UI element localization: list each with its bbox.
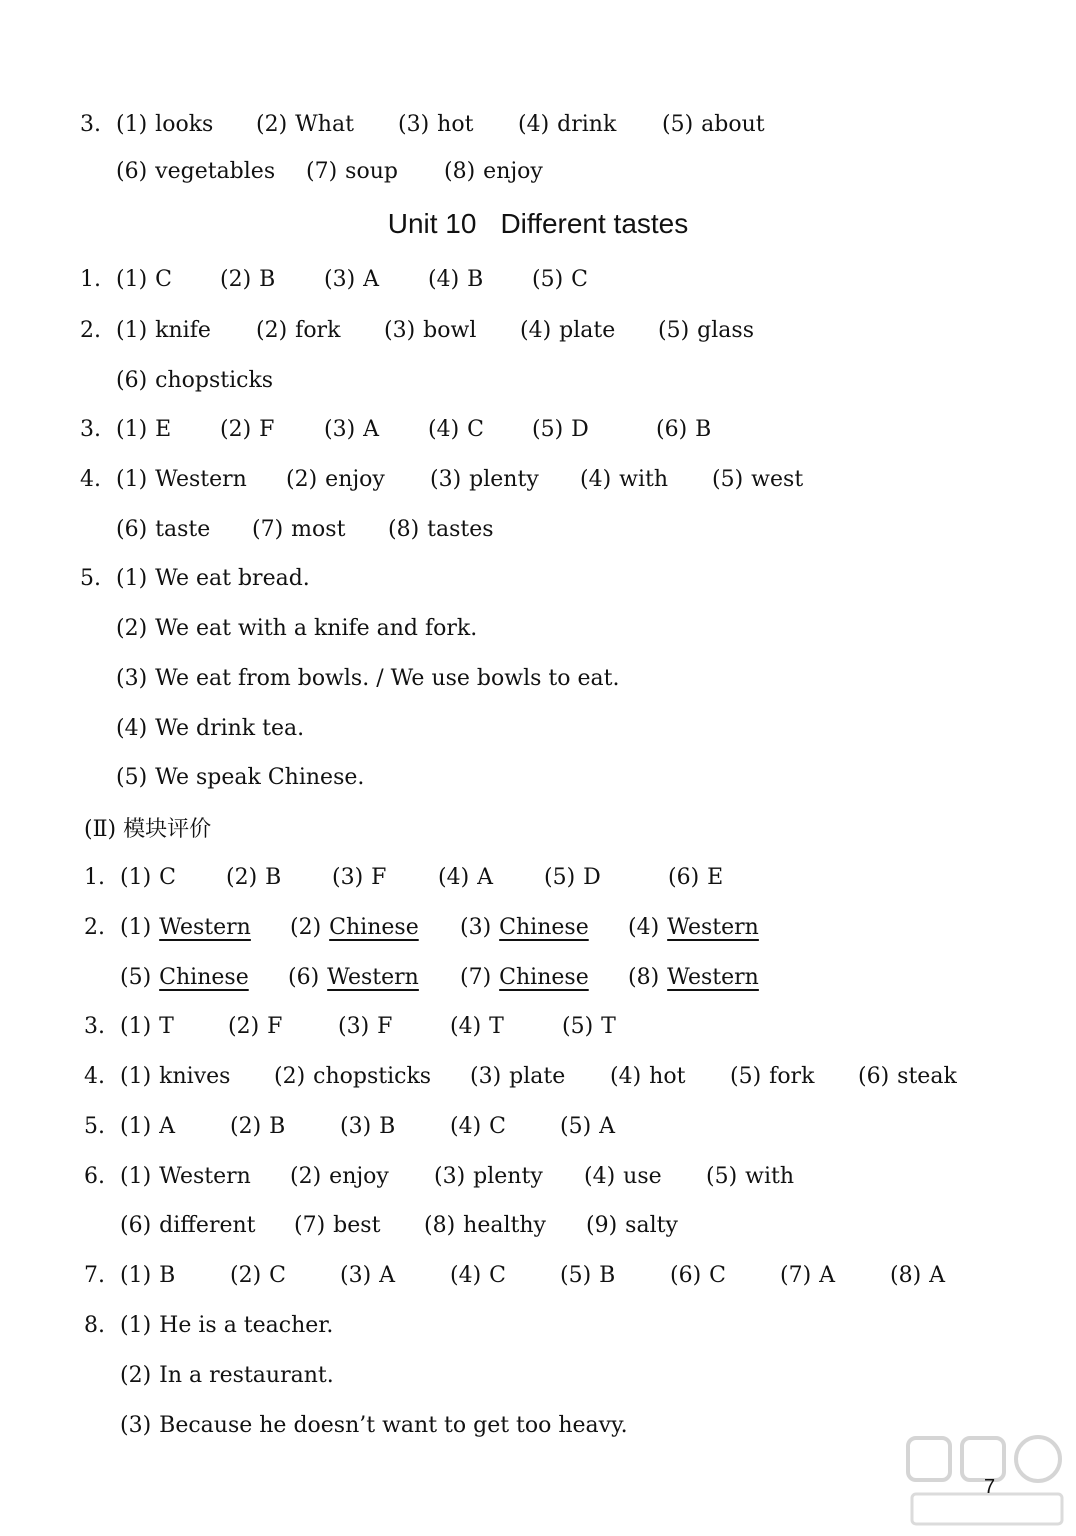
answer-text: A [379,1263,396,1288]
answer-text: B [379,1114,396,1139]
answer-text: plate [559,318,616,343]
answer-text: A [477,865,494,890]
p1-q5-line5 [116,763,364,793]
answer-text: glass [697,318,754,343]
item-label: (4) [520,318,552,343]
answer-text: different [159,1213,256,1238]
answer-text: knife [155,318,211,343]
p1-q5-line3 [116,664,619,694]
item-label: (1) [116,112,148,137]
answer-text: Western [667,965,759,990]
answer-text: Chinese [329,915,419,940]
item-label: (6) [116,159,148,184]
p2-q8-line3 [120,1411,628,1441]
item-label: (2) [274,1064,306,1089]
answer-text: C [489,1114,507,1139]
item-label: (1) [120,1014,152,1039]
item-label: (6) [116,368,148,393]
item-label: (2) [256,318,288,343]
item-label: (1) [120,1263,152,1288]
item-label: (2) [120,1363,152,1388]
answer-text: A [929,1263,946,1288]
p2-q6-row2 [120,1211,678,1241]
answer-text: fork [769,1064,815,1089]
answer-text: E [155,417,172,442]
question-number: 4. [84,1064,105,1089]
item-label: (5) [560,1114,592,1139]
p1-q4-row1 [80,465,803,495]
item-label: (1) [120,915,152,940]
item-label: (2) [228,1014,260,1039]
page-number: 7 [984,1476,996,1498]
answer-text: B [269,1114,286,1139]
item-label: (2) [220,267,252,292]
answer-text: B [599,1263,616,1288]
item-label: (3) [398,112,430,137]
item-label: (2) [256,112,288,137]
question-number: 3. [80,112,101,137]
item-label: (5) [562,1014,594,1039]
item-label: (3) [324,267,356,292]
item-label: (7) [780,1263,812,1288]
p2-q5-row1 [84,1112,615,1142]
answer-text: B [265,865,282,890]
answer-text: E [707,865,724,890]
question-number: 2. [80,318,101,343]
item-label: (5) [120,965,152,990]
unit-label: Unit 10 [387,208,477,239]
question-number: 4. [80,467,101,492]
item-label: (1) [116,417,148,442]
answer-text: Chinese [499,965,589,990]
answer-text: B [467,267,484,292]
answer-text: C [467,417,485,442]
item-label: (5) [560,1263,592,1288]
answer-text: T [601,1014,616,1039]
answer-text: C [489,1263,507,1288]
answer-text: tastes [427,517,494,542]
answer-text: knives [159,1064,231,1089]
answer-text: west [751,467,804,492]
answer-text: Western [159,915,251,940]
item-label: (3) [338,1014,370,1039]
item-label: (6) [670,1263,702,1288]
answer-text: B [259,267,276,292]
item-label: (5) [116,765,148,790]
question-number: 7. [84,1263,105,1288]
item-label: (3) [332,865,364,890]
answer-text: fork [295,318,341,343]
answer-text: T [159,1014,174,1039]
item-label: (4) [580,467,612,492]
answer-text: He is a teacher. [159,1313,334,1338]
item-label: (2) [290,915,322,940]
question-number: 5. [84,1114,105,1139]
item-label: (3) [340,1114,372,1139]
answer-text: D [583,865,601,890]
item-label: (6) [668,865,700,890]
answer-text: F [371,865,387,890]
answer-text: hot [649,1064,686,1089]
p2-q4-row1 [84,1062,957,1092]
item-label: (1) [120,865,152,890]
answer-text: A [159,1114,176,1139]
item-label: (6) [656,417,688,442]
prev-q3-row2 [116,157,543,187]
answer-text: plenty [473,1164,543,1189]
answer-text: C [159,865,177,890]
p1-q2-row2 [116,366,273,396]
item-label: (2) [226,865,258,890]
question-number: 6. [84,1164,105,1189]
answer-text: bowl [423,318,477,343]
item-label: (4) [450,1263,482,1288]
item-label: (7) [460,965,492,990]
item-label: (4) [428,417,460,442]
answer-text: plate [509,1064,566,1089]
answer-text: most [291,517,346,542]
item-label: (3) [460,915,492,940]
question-number: 3. [84,1014,105,1039]
item-label: (3) [120,1413,152,1438]
question-number: 3. [80,417,101,442]
answer-text: soup [345,159,398,184]
answer-text: about [701,112,765,137]
item-label: (3) [430,467,462,492]
p2-q6-row1 [84,1162,794,1192]
item-label: (6) [116,517,148,542]
item-label: (1) [116,267,148,292]
answer-text: B [695,417,712,442]
item-label: (1) [120,1114,152,1139]
question-number: 5. [80,566,101,591]
answer-text: B [159,1263,176,1288]
item-label: (1) [120,1313,152,1338]
answer-text: We eat with a knife and fork. [155,616,478,641]
answer-text: A [819,1263,836,1288]
answer-text: Western [159,1164,251,1189]
item-label: (2) [290,1164,322,1189]
p1-q5-line2 [116,614,477,644]
item-label: (5) [712,467,744,492]
answer-text: chopsticks [313,1064,432,1089]
item-label: (1) [116,566,148,591]
answer-text: steak [897,1064,957,1089]
item-label: (4) [628,915,660,940]
item-label: (6) [288,965,320,990]
item-label: (2) [286,467,318,492]
p2-q3-row1 [84,1012,616,1042]
answer-text: looks [155,112,214,137]
question-number: 8. [84,1313,105,1338]
item-label: (5) [662,112,694,137]
item-label: (5) [532,267,564,292]
item-label: (2) [230,1263,262,1288]
answer-text: taste [155,517,211,542]
item-label: (7) [306,159,338,184]
question-number: 1. [80,267,101,292]
answer-text: salty [625,1213,678,1238]
answer-text: Western [155,467,247,492]
answer-text: A [599,1114,616,1139]
answer-text: C [709,1263,727,1288]
p2-q1-row1 [84,863,723,893]
answer-text: with [745,1164,795,1189]
answer-text: enjoy [325,467,385,492]
answer-text: vegetables [155,159,276,184]
prev-q3-row1 [80,110,765,140]
p2-q2-row2 [120,963,759,993]
item-label: (3) [324,417,356,442]
item-label: (5) [730,1064,762,1089]
answer-text: enjoy [483,159,543,184]
item-label: (1) [120,1164,152,1189]
item-label: (8) [424,1213,456,1238]
section-title: (Ⅱ) 模块评价 [84,817,212,842]
p1-q4-row2 [116,515,494,545]
item-label: (4) [450,1014,482,1039]
answer-text: We eat bread. [155,566,310,591]
answer-text: D [571,417,589,442]
answer-text: A [363,417,380,442]
answer-text: T [489,1014,504,1039]
item-label: (8) [890,1263,922,1288]
answer-text: Because he doesn’t want to get too heavy. [159,1413,628,1438]
item-label: (1) [116,318,148,343]
item-label: (1) [116,467,148,492]
answer-text: with [619,467,669,492]
item-label: (4) [610,1064,642,1089]
answer-text: We eat from bowls. / We use bowls to eat. [155,666,620,691]
answer-text: C [571,267,589,292]
p2-q7-row1 [84,1261,945,1291]
p2-q2-row1 [84,913,759,943]
answer-text: F [377,1014,393,1039]
answer-text: best [333,1213,381,1238]
item-label: (4) [116,716,148,741]
item-label: (5) [532,417,564,442]
p1-q5-line4 [116,714,304,744]
item-label: (4) [450,1114,482,1139]
p2-q8-line1 [84,1311,333,1341]
question-number: 1. [84,865,105,890]
item-label: (1) [120,1064,152,1089]
item-label: (3) [340,1263,372,1288]
answer-text: chopsticks [155,368,274,393]
item-label: (8) [628,965,660,990]
answer-text: A [363,267,380,292]
item-label: (8) [388,517,420,542]
answer-text: We drink tea. [155,716,305,741]
answer-text: What [295,112,354,137]
item-label: (3) [384,318,416,343]
answer-text: healthy [463,1213,546,1238]
item-label: (3) [470,1064,502,1089]
p1-q1-row1 [80,265,588,295]
answer-text: plenty [469,467,539,492]
answer-text: C [155,267,173,292]
item-label: (4) [428,267,460,292]
unit-heading [0,206,1076,242]
answer-text: drink [557,112,617,137]
answer-text: Western [327,965,419,990]
item-label: (6) [120,1213,152,1238]
p1-q2-row1 [80,316,754,346]
item-label: (4) [438,865,470,890]
item-label: (9) [586,1213,618,1238]
answer-text: Western [667,915,759,940]
item-label: (8) [444,159,476,184]
item-label: (5) [544,865,576,890]
answer-text: F [259,417,275,442]
p1-q5-line1 [80,564,310,594]
answer-text: hot [437,112,474,137]
item-label: (2) [220,417,252,442]
unit-title: Different tastes [500,208,689,239]
answer-text: use [623,1164,662,1189]
p1-q3-row1 [80,415,711,445]
item-label: (5) [706,1164,738,1189]
item-label: (4) [584,1164,616,1189]
answer-text: We speak Chinese. [155,765,365,790]
item-label: (7) [252,517,284,542]
answer-text: In a restaurant. [159,1363,334,1388]
item-label: (7) [294,1213,326,1238]
answer-text: enjoy [329,1164,389,1189]
answer-text: C [269,1263,287,1288]
answer-text: F [267,1014,283,1039]
answer-text: Chinese [159,965,249,990]
item-label: (6) [858,1064,890,1089]
answer-text: Chinese [499,915,589,940]
question-number: 2. [84,915,105,940]
item-label: (3) [434,1164,466,1189]
item-label: (3) [116,666,148,691]
p2-q8-line2 [120,1361,334,1391]
item-label: (2) [230,1114,262,1139]
item-label: (2) [116,616,148,641]
item-label: (5) [658,318,690,343]
item-label: (4) [518,112,550,137]
